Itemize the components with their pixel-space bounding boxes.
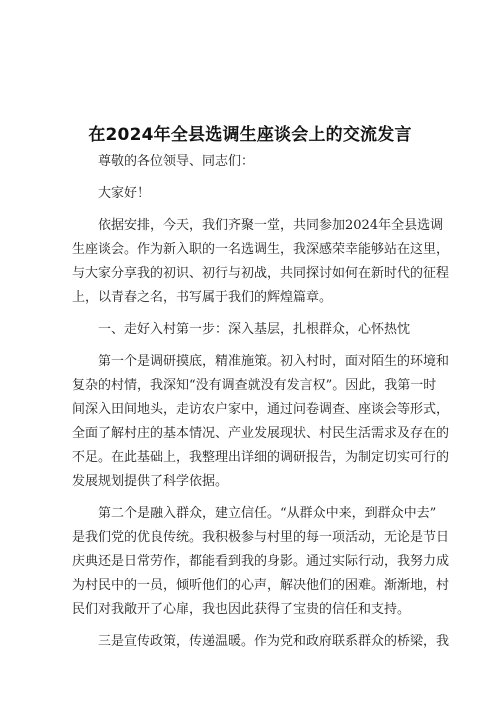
hello-line: 大家好！ (98, 186, 151, 201)
paragraph-policy (72, 630, 450, 654)
paragraph-line: 第一个是调研摸底，精准施策。初入村时，面对陌生的环境和 (98, 354, 450, 369)
intro-line: 生座谈会。作为新入职的一名选调生，我深感荣幸能够站在这里， (72, 242, 450, 257)
paragraph-line: 为村民中的一员，倾听他们的心声，解决他们的困难。渐渐地，村 (72, 578, 450, 593)
paragraph-line: 全面了解村庄的基本情况、产业发展现状、村民生活需求及存在的 (72, 426, 450, 441)
paragraph-line: 第二个是融入群众，建立信任。“从群众中来，到群众中去” (98, 506, 437, 521)
paragraph-line: 间深入田间地头，走访农户家中，通过问卷调查、座谈会等形式， (72, 402, 450, 417)
paragraph-line: 三是宣传政策，传递温暖。作为党和政府联系群众的桥梁，我 (98, 634, 450, 649)
paragraph-line: 复杂的村情，我深知“没有调查就没有发言权”。因此，我第一时 (72, 378, 437, 393)
paragraph-trust (72, 502, 450, 622)
intro-line: 依据安排，今天，我们齐聚一堂，共同参加2024年全县选调 (98, 218, 444, 233)
paragraph-line: 发展规划提供了科学依据。 (72, 474, 229, 489)
paragraph-line: 庆典还是日常劳作，都能看到我的身影。通过实际行动，我努力成 (72, 554, 450, 569)
paragraph-line: 不足。在此基础上，我整理出详细的调研报告，为制定切实可行的 (72, 450, 450, 465)
intro-line: 与大家分享我的初识、初行与初战，共同探讨如何在新时代的征程 (72, 266, 450, 281)
paragraph-line: 是我们党的优良传统。我积极参与村里的每一项活动，无论是节日 (72, 530, 450, 545)
paragraph-line: 民们对我敞开了心扉，我也因此获得了宝贵的信任和支持。 (72, 602, 411, 617)
paragraph-research (72, 350, 450, 494)
section-heading: 一、走好入村第一步：深入基层，扎根群众，心怀热忱 (98, 322, 411, 337)
greeting-line: 尊敬的各位领导、同志们： (98, 154, 255, 169)
intro-line: 上，以青春之名，书写属于我们的辉煌篇章。 (72, 290, 333, 305)
document-body (72, 150, 450, 662)
intro-paragraph (72, 214, 450, 310)
document-title: 在2024年全县选调生座谈会上的交流发言 (88, 125, 412, 145)
